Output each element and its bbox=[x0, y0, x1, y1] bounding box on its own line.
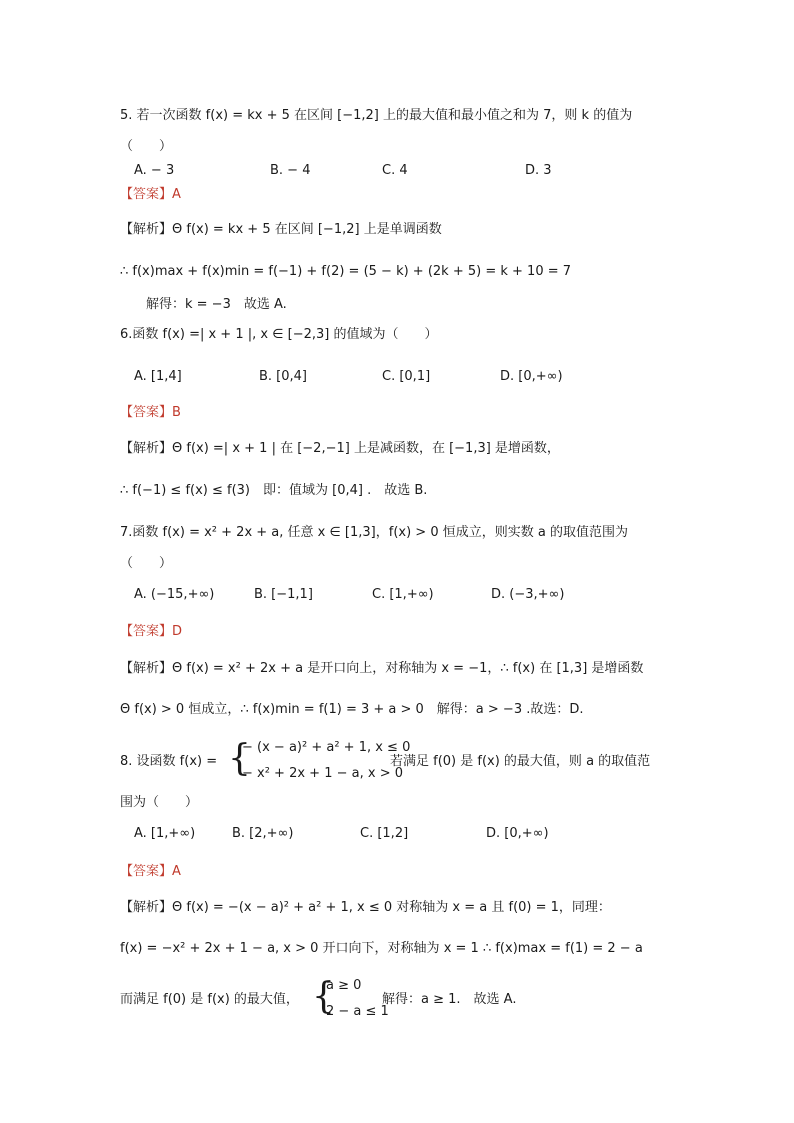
q8-stem-prefix: 8. 设函数 f(x) = bbox=[120, 754, 218, 769]
q7-analysis-2: Θ f(x) > 0 恒成立，∴ f(x)min = f(1) = 3 + a > 0 解得：a > −3 .故选：D. bbox=[120, 702, 584, 717]
q5-stem: 5. 若一次函数 f(x) = kx + 5 在区间 [−1,2] 上的最大值和最小值之和为 7，则 k 的值为 bbox=[120, 108, 633, 123]
q5-analysis-3: 解得：k = −3 故选 A. bbox=[146, 297, 287, 312]
q8-option-c: C. [1,2] bbox=[360, 826, 409, 841]
q7-analysis-1: 【解析】Θ f(x) = x² + 2x + a 是开口向上，对称轴为 x = −1，∴ f(x) 在 [1,3] 是增函数 bbox=[120, 661, 644, 676]
q8-analysis-2: f(x) = −x² + 2x + 1 − a, x > 0 开口向下，对称轴为 x = 1 ∴ f(x)max = f(1) = 2 − a bbox=[120, 941, 643, 956]
q8-analysis-1: 【解析】Θ f(x) = −(x − a)² + a² + 1, x ≤ 0 对称轴为 x = a 且 f(0) = 1，同理： bbox=[120, 900, 611, 915]
q8-stem-line2: 围为（ ） bbox=[120, 795, 199, 810]
q7-option-d: D. (−3,+∞) bbox=[491, 587, 565, 602]
q8-system-brace: { bbox=[312, 976, 335, 1017]
q7-option-c: C. [1,+∞) bbox=[372, 587, 434, 602]
q5-option-c: C. 4 bbox=[382, 163, 408, 178]
q6-option-d: D. [0,+∞) bbox=[500, 369, 563, 384]
q5-analysis-2: ∴ f(x)max + f(x)min = f(−1) + f(2) = (5 − k) + (2k + 5) = k + 10 = 7 bbox=[120, 264, 572, 279]
q8-option-a: A. [1,+∞) bbox=[134, 826, 196, 841]
q6-option-c: C. [0,1] bbox=[382, 369, 431, 384]
q8-system-2: 2 − a ≤ 1 bbox=[326, 1004, 389, 1019]
q7-paren: （ ） bbox=[120, 556, 173, 571]
q6-option-b: B. [0,4] bbox=[259, 369, 308, 384]
q5-answer: 【答案】A bbox=[120, 187, 181, 202]
q8-case-2: − x² + 2x + 1 − a, x > 0 bbox=[242, 766, 403, 781]
q6-answer: 【答案】B bbox=[120, 405, 181, 420]
q6-analysis-1: 【解析】Θ f(x) =| x + 1 | 在 [−2,−1] 上是减函数，在 [−1,3] 是增函数， bbox=[120, 441, 560, 456]
q8-piecewise-brace: { bbox=[228, 738, 251, 779]
q6-analysis-2: ∴ f(−1) ≤ f(x) ≤ f(3) 即：值域为 [0,4] . 故选 B. bbox=[120, 483, 428, 498]
q5-analysis-1: 【解析】Θ f(x) = kx + 5 在区间 [−1,2] 上是单调函数 bbox=[120, 222, 442, 237]
q5-paren: （ ） bbox=[120, 139, 173, 154]
q8-analysis-3-prefix: 而满足 f(0) 是 f(x) 的最大值， bbox=[120, 992, 299, 1007]
q7-answer: 【答案】D bbox=[120, 624, 183, 639]
q8-case-1: − (x − a)² + a² + 1, x ≤ 0 bbox=[242, 740, 411, 755]
q5-option-b: B. − 4 bbox=[270, 163, 311, 178]
q8-option-d: D. [0,+∞) bbox=[486, 826, 549, 841]
q5-option-a: A. − 3 bbox=[134, 163, 175, 178]
q7-option-b: B. [−1,1] bbox=[254, 587, 313, 602]
q5-option-d: D. 3 bbox=[525, 163, 552, 178]
q8-option-b: B. [2,+∞) bbox=[232, 826, 294, 841]
q7-option-a: A. (−15,+∞) bbox=[134, 587, 215, 602]
q8-system-1: a ≥ 0 bbox=[326, 978, 362, 993]
q8-stem-suffix: 若满足 f(0) 是 f(x) 的最大值，则 a 的取值范 bbox=[390, 754, 651, 769]
q8-answer: 【答案】A bbox=[120, 864, 181, 879]
q6-stem: 6.函数 f(x) =| x + 1 |, x ∈ [−2,3] 的值域为（ ） bbox=[120, 327, 438, 342]
q8-analysis-3-suffix: 解得：a ≥ 1. 故选 A. bbox=[382, 992, 517, 1007]
q7-stem: 7.函数 f(x) = x² + 2x + a, 任意 x ∈ [1,3]，f(x) > 0 恒成立，则实数 a 的取值范围为 bbox=[120, 525, 628, 540]
q6-option-a: A. [1,4] bbox=[134, 369, 182, 384]
